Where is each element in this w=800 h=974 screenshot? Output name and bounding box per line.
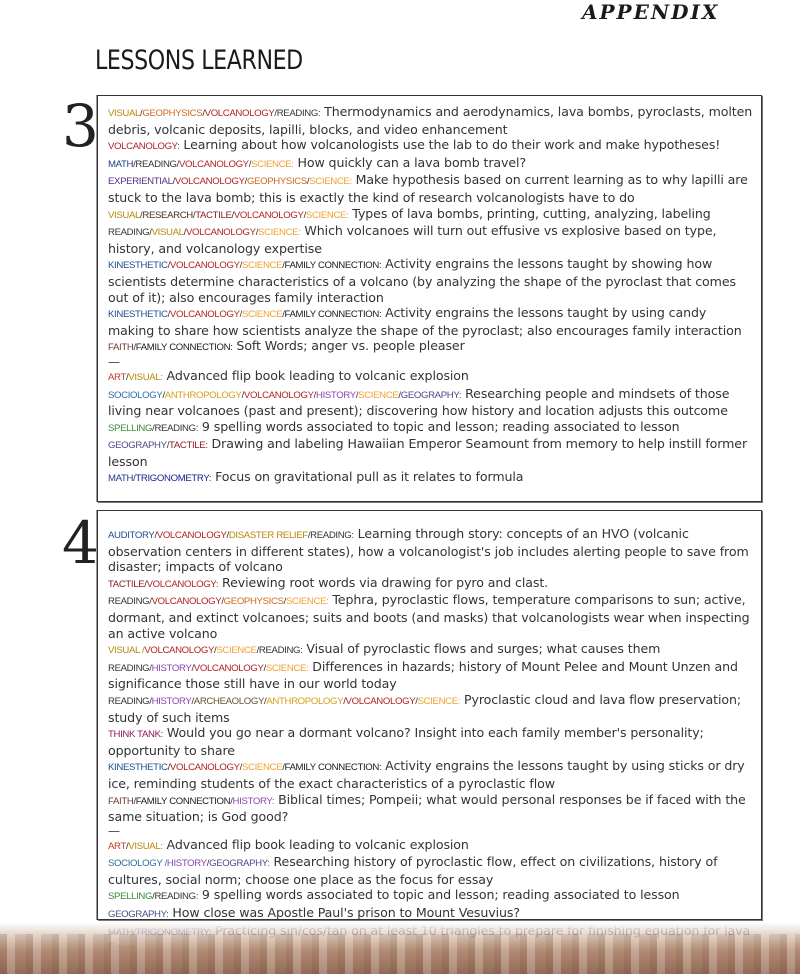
subject-tag: / [152,891,155,903]
lesson-entry [108,592,756,641]
subject-tag: FAMILY CONNECTION: [135,342,233,354]
subject-tag: / [343,695,346,707]
subject-tag: READING: [258,645,303,657]
subject-tag: SCIENCE [358,389,399,401]
entry-text: 9 spelling words associated to topic and lesson; reading associated to lesson [198,887,680,903]
subject-tag: / [303,209,306,221]
lesson-entry [108,854,756,887]
lesson-entry [108,386,756,419]
entry-text: Reviewing root words via drawing for pyro and clast. [218,574,549,590]
decorative-photo-strip [0,922,800,974]
subject-tag: / [125,371,129,383]
subject-tag: / [176,158,179,170]
subject-tag: READING [108,227,150,239]
subject-tag: ART [108,371,126,383]
subject-tag: / [154,530,157,541]
subject-tag: VOLCANOLOGY [243,389,314,401]
subject-tag: HISTORY [315,389,356,401]
entry-text: Would you go near a dormant volcano? Insight into each family member's personality; opportunity to share [108,725,704,758]
subject-tag: SCIENCE: [258,227,301,239]
subject-tag: / [239,309,242,321]
subject-tag: / [167,762,170,774]
appendix-label: APPENDIX [582,0,720,24]
subject-tag: GEOPHYSICS [223,596,284,608]
subject-tag: / [192,209,196,221]
subject-tag: / [256,645,259,657]
subject-tag: SCIENCE: [285,596,329,608]
subject-tag: VOLCANOLOGY [174,176,245,188]
subject-tag: MATH [108,158,134,170]
subject-tag: / [306,176,310,188]
subject-tag: VOLCANOLOGY: [108,141,180,153]
subject-tag: SPELLING [108,422,153,434]
entry-text: Advanced flip book leading to volcanic explosion [162,367,469,383]
entry-text: Tephra, pyroclastic flows, temperature comparisons to sun; active, dormant, and extinct volcanoes; suits and boots (and masks) that volcanologists wear when inspecting an active volcano [108,592,750,641]
subject-tag: SOCIOLOGY [108,389,163,401]
subject-tag: / [241,389,244,401]
subject-tag: FAMILY CONNECTION [135,795,231,807]
subject-tag: HISTORY [151,695,192,707]
subject-tag: / [206,858,210,870]
subject-tag: / [226,530,229,541]
subject-tag: KINESTHETIC [108,762,168,774]
subject-tag: / [133,473,136,485]
subject-tag: / [133,342,136,354]
entry-text: Types of lava bombs, printing, cutting, analyzing, labeling [348,205,711,221]
lesson-entry [108,641,756,659]
subject-tag: FAMILY CONNECTION: [284,762,382,774]
subject-tag: GEOGRAPHY [108,440,167,452]
subject-tag: VOLCANOLOGY [179,158,249,170]
subject-tag: ARCHEAOLOGY [193,695,265,707]
subject-tag: / [125,840,129,852]
subject-tag: / [263,662,266,674]
lesson-entry [108,137,756,155]
subject-tag: READING: [154,422,199,434]
lesson-entry [108,659,756,692]
lesson-number: 4 [62,509,99,577]
subject-tag: / [149,695,152,707]
subject-tag: GEOGRAPHY: [209,858,270,870]
subject-tag: / [283,596,286,608]
subject-tag: / [166,440,170,452]
subject-tag: / [355,389,359,401]
subject-tag: FAMILY CONNECTION: [284,309,382,321]
entry-text: Make hypothesis based on current learning as to why lapilli are stuck to the lava bomb; this is exactly the kind of research volcanologists have to do [108,172,748,205]
subject-tag: SCIENCE: [417,695,461,707]
subject-tag: TRIGONOMETRY: [135,473,212,485]
subject-tag: SCIENCE: [305,209,349,221]
subject-tag: GEOPHYSICS [246,176,307,188]
subject-tag: / [398,389,401,401]
subject-tag: / [191,662,194,674]
entry-text: Differences in hazards; history of Mount Pelee and Mount Unzen and significance those still have in our world today [108,658,738,692]
entry-text: Thermodynamics and aerodynamics, lava bombs, pyroclasts, molten debris, volcanic deposits, lapilli, blocks, and video enhancement [108,104,753,137]
subject-tag: SCIENCE [216,645,257,657]
lesson-entry [108,905,756,923]
subject-tag: ART [108,840,126,852]
subject-tag: / [282,762,285,774]
entry-text: Biblical times; Pompeii; what would personal responses be if faced with the same situation; is God good? [108,791,746,825]
subject-tag: READING [108,695,150,707]
subject-tag: VOLCANOLOGY [345,695,416,707]
subject-tag: SOCIOLOGY / [108,858,167,870]
subject-tag: VOLCANOLOGY: [146,578,219,590]
entry-text: Soft Words; anger vs. people pleaser [232,338,465,354]
subject-tag: VISUAL: [128,371,163,383]
subject-tag: HISTORY: [232,795,275,807]
subject-tag: VOLCANOLOGY [144,645,215,657]
lesson-entry [108,305,756,338]
subject-tag: / [133,795,136,807]
lesson-entry [108,725,756,758]
subject-tag: VISUAL [151,227,184,239]
subject-tag: TACTILE [195,209,232,221]
subject-tag: / [167,260,170,272]
subject-tag: ANTHROPOLOGY [164,389,242,401]
lesson-entry-list [108,104,756,487]
subject-tag: FAITH [108,342,134,354]
subject-tag: / [183,227,186,239]
entry-text: Drawing and labeling Hawaiian Emperor Seamount from memory to help instill former lesson [108,436,748,469]
subject-tag: VOLCANOLOGY [151,596,222,608]
lesson-entry [108,338,756,356]
subject-tag: / [214,645,217,657]
subject-tag: VISUAL / [108,645,145,657]
entry-text: 9 spelling words associated to topic and lesson; reading associated to lesson [198,418,680,434]
subject-tag: FAITH [108,795,134,807]
subject-tag: VISUAL [108,108,141,119]
lesson-entry [108,368,756,386]
lesson-entry [108,206,756,224]
lesson-entry [108,758,756,791]
lesson-entry [108,526,756,575]
subject-tag: VOLCANOLOGY [204,108,275,119]
subject-tag: SCIENCE [241,309,283,321]
subject-tag: VOLCANOLOGY [169,762,240,774]
lesson-entry [108,419,756,437]
subject-tag: FAMILY CONNECTION: [284,260,382,272]
entry-text: Focus on gravitational pull as it relates to formula [211,469,524,485]
entry-text: Activity engrains the lessons taught by using sticks or dry ice, reminding students of the exact characteristics of a pyroclastic flow [108,758,745,791]
subject-tag: READING: [310,530,354,541]
subject-tag: / [202,108,205,119]
subject-tag: / [144,578,147,590]
lesson-entry [108,575,756,593]
subject-tag: TACTILE [108,578,145,590]
subject-tag: VOLCANOLOGY [156,530,227,541]
subject-tag: / [307,530,311,541]
subject-tag: GEOPHYSICS [142,108,203,119]
subject-tag: / [239,260,242,272]
subject-tag: VOLCANOLOGY [193,662,264,674]
subject-tag: READING: [276,108,321,119]
subject-tag: / [282,309,285,321]
subject-tag: VOLCANOLOGY [233,209,304,221]
subject-tag: / [248,158,252,170]
subject-tag: HISTORY [151,662,192,674]
entry-text: Pyroclastic cloud and lava flow preservation; study of such items [108,691,742,725]
subject-tag: VOLCANOLOGY [185,227,256,239]
subject-tag: / [191,695,194,707]
subject-tag: READING [108,662,150,674]
lesson-entry [108,837,756,855]
subject-tag: READING [108,596,150,608]
entry-text: Researching people and mindsets of those living near volcanoes (past and present); discovering how history and location adjusts this outcome [108,385,730,419]
subject-tag: SCIENCE [241,762,283,774]
lesson-entry [108,223,756,256]
entry-text: Activity engrains the lessons taught by showing how scientists determine characteristics of a volcano (by analyzing the shape of the pyroclast that comes out of it); also encourages family interaction [108,256,736,305]
subject-tag: SCIENCE: [251,158,294,170]
subject-tag: / [133,158,136,170]
subject-tag: / [255,227,259,239]
lesson-entry [108,469,756,487]
lesson-entry [108,172,756,205]
lesson-entry [108,792,756,825]
subject-tag: KINESTHETIC [108,260,168,272]
subject-tag: / [244,176,247,188]
entry-text: Researching history of pyroclastic flow, effect on civilizations, history of cultures, social norm; choose one place as the focus for essay [108,854,718,887]
subject-tag: READING [135,158,177,170]
lesson-entry [108,692,756,725]
subject-tag: / [149,596,152,608]
subject-tag: SCIENCE: [309,176,352,188]
subject-tag: GEOGRAPHY: [108,909,169,921]
subject-tag: ANTHROPOLOGY [266,695,344,707]
subject-tag: / [239,762,242,774]
subject-tag: / [313,389,316,401]
subject-tag: SPELLING [108,891,153,903]
subject-tag: / [162,389,165,401]
entry-text: Learning through story: concepts of an HVO (volcanic observation centers in different states), how a volcanologist's job includes alerting people to save from disaster; impacts of volcano [108,526,749,575]
lesson-entry [108,256,756,305]
lesson-entry-list [108,526,756,956]
subject-tag: SCIENCE [241,260,283,272]
subject-tag: VOLCANOLOGY [169,309,240,321]
entry-text: Visual of pyroclastic flows and surges; what causes them [302,641,661,657]
subject-tag: DISASTER RELIEF [228,530,308,541]
lesson-number: 3 [62,92,99,160]
subject-tag: VOLCANOLOGY [169,260,240,272]
lesson-entry [108,887,756,905]
entry-text: Advanced flip book leading to volcanic explosion [162,836,469,852]
entry-separator: — [108,354,120,369]
subject-tag: / [172,176,175,188]
subject-tag: / [152,422,155,434]
page-title: LESSONS LEARNED [95,45,303,76]
subject-tag: / [167,309,170,321]
entry-text: How close was Apostle Paul's prison to Mount Vesuvius? [168,905,520,921]
subject-tag: / [230,795,233,807]
subject-tag: EXPERIENTIAL [108,176,173,188]
subject-tag: HISTORY [166,858,207,870]
subject-tag: / [140,209,143,221]
subject-tag: GEOGRAPHY: [400,389,462,401]
entry-text: Learning about how volcanologists use the lab to do their work and make hypotheses! [179,137,721,153]
subject-tag: AUDITORY [108,530,155,541]
subject-tag: / [231,209,234,221]
subject-tag: / [415,695,418,707]
subject-tag: / [149,662,152,674]
entry-text: Activity engrains the lessons taught by using candy making to share how scientists analyze the shape of the pyroclast; also encourages family interaction [108,305,742,338]
subject-tag: THINK TANK: [108,729,163,741]
subject-tag: / [282,260,285,272]
subject-tag: / [221,596,224,608]
subject-tag: MATH [108,473,134,485]
entry-text: How quickly can a lava bomb travel? [293,154,527,170]
subject-tag: TACTILE: [169,440,208,452]
subject-tag: VISUAL: [128,840,163,852]
subject-tag: VISUAL [108,209,141,221]
subject-tag: / [140,108,143,119]
entry-text: Which volcanoes will turn out effusive vs explosive based on type, history, and volcanology expertise [108,223,717,256]
lesson-entry [108,155,756,173]
subject-tag: READING: [154,891,199,903]
subject-tag: RESEARCH [142,209,193,221]
lesson-entry [108,104,756,137]
subject-tag: / [264,695,267,707]
subject-tag: KINESTHETIC [108,309,168,321]
subject-tag: / [274,108,277,119]
subject-tag: / [149,227,152,239]
entry-separator: — [108,823,120,838]
lesson-entry [108,436,756,469]
subject-tag: SCIENCE: [265,662,309,674]
